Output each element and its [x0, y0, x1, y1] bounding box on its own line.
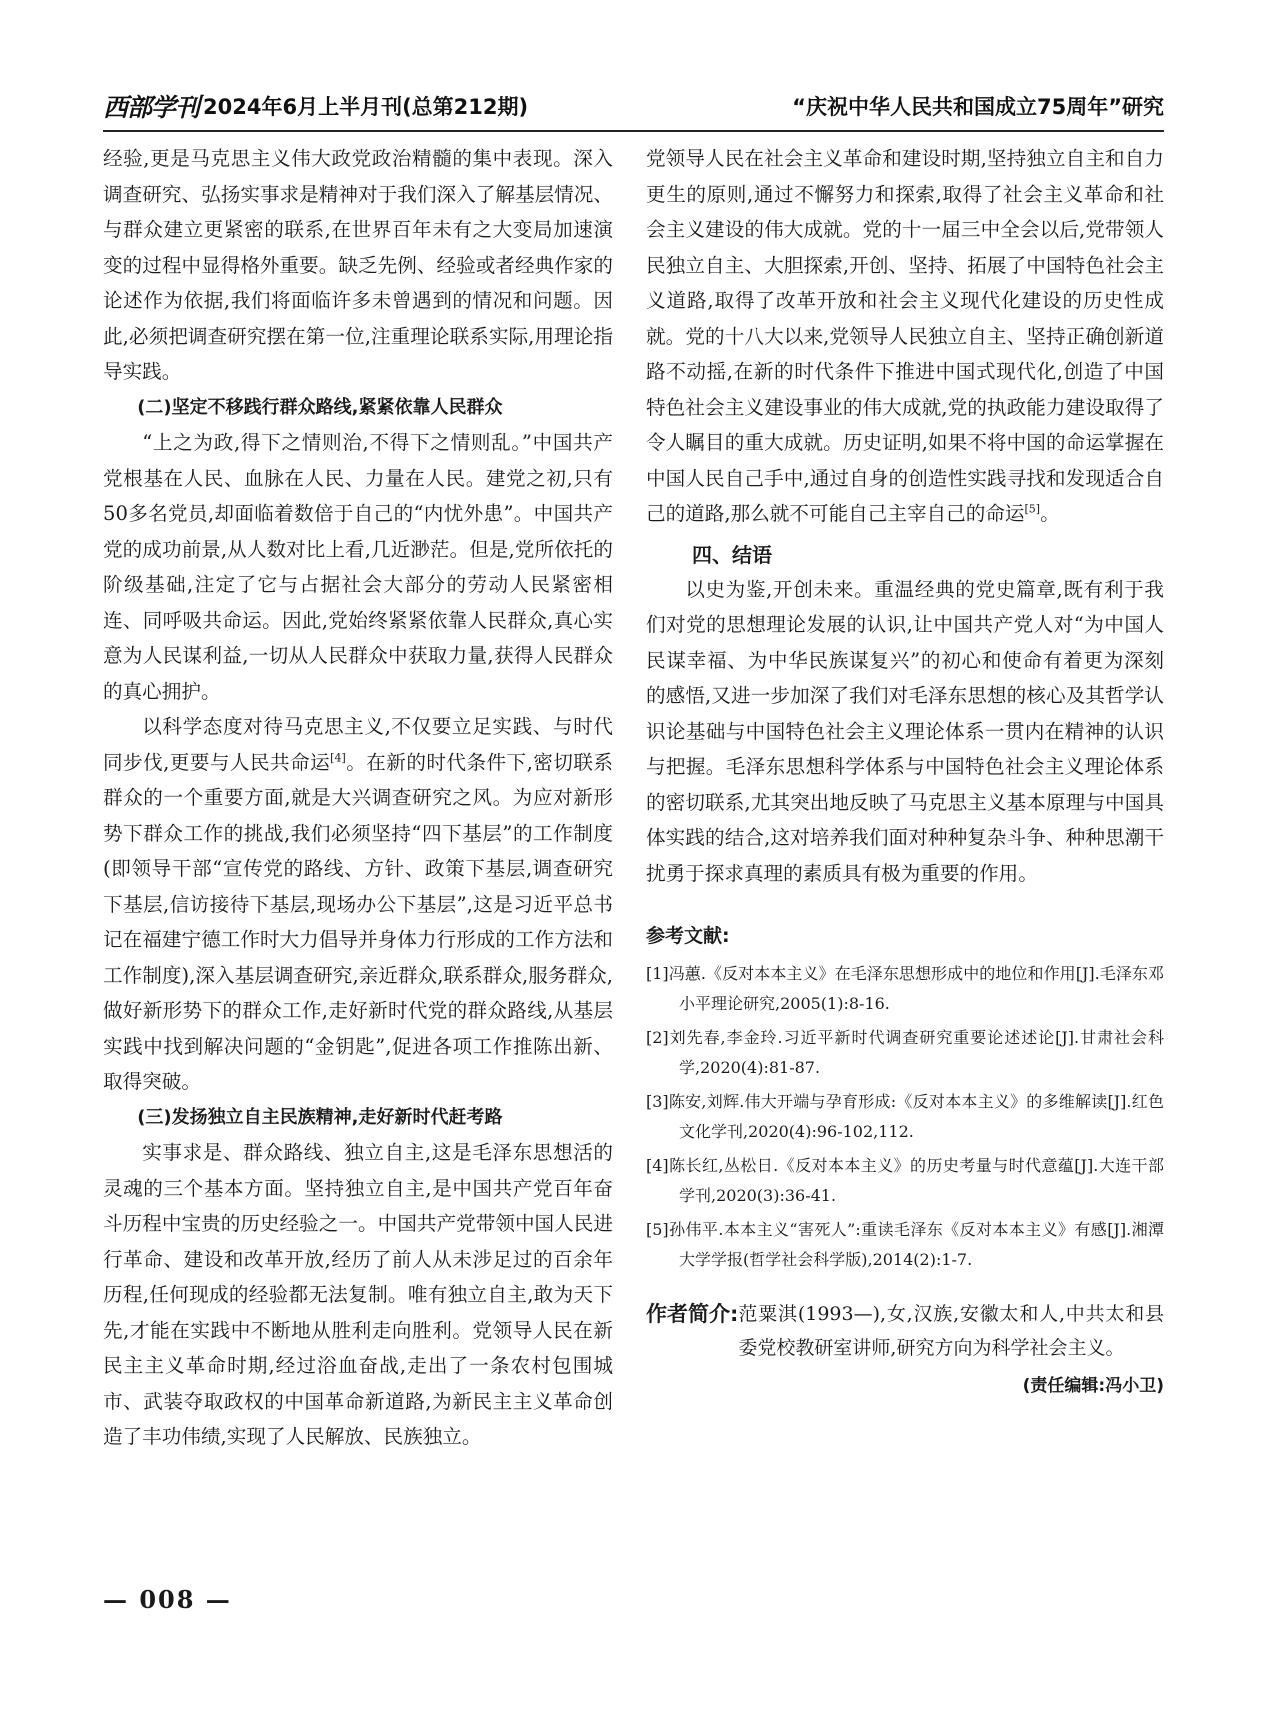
paragraph-text: 党领导人民在社会主义革命和建设时期,坚持独立自主和自力更生的原则,通过不懈努力和探索,取得了社会主义革命和社会主义建设的伟大成就。党的十一届三中全会以后,党带领人民独立自主、大胆探索,开创、坚持、拓展了中国特色社会主义道路,取得了改革开放和社会主义现代化建设的历史性成就。党的十八大以来,党领导人民独立自主、坚持正确创新道路不动摇,在新的时代条件下推进中国式现代化,创造了中国特色社会主义建设事业的伟大成就,党的执政能力建设取得了令人瞩目的重大成就。历史证明,如果不将中国的命运掌握在中国人民自己手中,通过自身的创造性实践寻找和发现适合自己的道路,那么就不可能自己主宰自己的命运 — [646, 147, 1164, 525]
reference-list — [646, 959, 1164, 1275]
references-title: 参考文献: — [646, 925, 730, 947]
section-heading: (三)发扬独立自主民族精神,走好新时代赶考路 — [137, 1106, 503, 1128]
author-text: 范粟淇(1993—),女,汉族,安徽太和人,中共太和县委党校教研室讲师,研究方向为科学社会主义。 — [738, 1303, 1164, 1359]
paragraph-text: 。在新的时代条件下,密切联系群众的一个重要方面,就是大兴调查研究之风。为应对新形势下群众工作的挑战,我们必须坚持“四下基层”的工作制度(即领导干部“宣传党的路线、方针、政策下基层,调查研究下基层,信访接待下基层,现场办公下基层”,这是习近平总书记在福建宁德工作时大力倡导并身体力行形成的工作方法和工作制度),深入基层调查研究,亲近群众,联系群众,服务群众,做好新形势下的群众工作,走好新时代党的群众路线,从基层实践中找到解决问题的“金钥匙”,促进各项工作推陈出新、取得突破。 — [103, 750, 613, 1093]
right-column — [646, 141, 1164, 1403]
reference-item: [3]陈安,刘辉.伟大开端与孕育形成:《反对本本主义》的多维解读[J].红色文化学刊,2020(4):96-102,112. — [646, 1092, 1164, 1141]
paragraph-text: 。 — [1040, 502, 1060, 525]
column-title: “庆祝中华人民共和国成立75周年”研究 — [792, 95, 1164, 119]
left-column — [103, 141, 613, 1455]
paragraph-text: 以科学态度对待马克思主义,不仅要立足实践、与时代同步伐,更要与人民共命运 — [103, 715, 613, 774]
responsible-editor: (责任编辑:冯小卫) — [1022, 1376, 1164, 1396]
paragraph: 实事求是、群众路线、独立自主,这是毛泽东思想活的灵魂的三个基本方面。坚持独立自主,是中国共产党百年奋斗历程中宝贵的历史经验之一。中国共产党带领中国人民进行革命、建设和改革开放,经历了前人从未涉足过的百余年历程,任何现成的经验都无法复制。唯有独立自主,敢为天下先,才能在实践中不断地从胜利走向胜利。党领导人民在新民主主义革命时期,经过浴血奋战,走出了一条农村包围城市、武装夺取政权的中国革命新道路,为新民主主义革命创造了丰功伟绩,实现了人民解放、民族独立。 — [103, 1141, 613, 1448]
reference-item: [5]孙伟平.本本主义“害死人”:重读毛泽东《反对本本主义》有感[J].湘潭大学学报(哲学社会科学版),2014(2):1-7. — [646, 1220, 1164, 1269]
reference-item: [1]冯蕙.《反对本本主义》在毛泽东思想形成中的地位和作用[J].毛泽东邓小平理论研究,2005(1):8-16. — [646, 964, 1164, 1013]
citation-ref: [4] — [330, 750, 346, 764]
section-heading: (二)坚定不移践行群众路线,紧紧依靠人民群众 — [137, 396, 503, 418]
author-bio — [646, 1297, 1164, 1365]
paragraph: 以史为鉴,开创未来。重温经典的党史篇章,既有利于我们对党的思想理论发展的认识,让中国共产党人对“为中国人民谋幸福、为中华民族谋复兴”的初心和使命有着更为深刻的感悟,又进一步加深了我们对毛泽东思想的核心及其哲学认识论基础与中国特色社会主义理论体系一贯内在精神的认识与把握。毛泽东思想科学体系与中国特色社会主义理论体系的密切联系,尤其突出地反映了马克思主义基本原理与中国具体实践的结合,这对培养我们面对种种复杂斗争、种种思潮干扰勇于探求真理的素质具有极为重要的作用。 — [646, 577, 1164, 885]
paragraph — [103, 709, 613, 1100]
paragraph: “上之为政,得下之情则治,不得下之情则乱。”中国共产党根基在人民、血脉在人民、力量在人民。建党之初,只有50多名党员,却面临着数倍于自己的“内忧外患”。中国共产党的成功前景,从人数对比上看,几近渺茫。但是,党所依托的阶级基础,注定了它与占据社会大部分的劳动人民紧密相连、同呼吸共命运。因此,党始终紧紧依靠人民群众,真心实意为人民谋利益,一切从人民群众中获取力量,获得人民群众的真心拥护。 — [103, 431, 613, 703]
reference-item: [4]陈长红,丛松日.《反对本本主义》的历史考量与时代意蕴[J].大连干部学刊,2020(3):36-41. — [646, 1156, 1164, 1205]
issue-info: 2024年6月上半月刊(总第212期) — [203, 95, 529, 119]
journal-logo: 西部学刊 — [103, 93, 200, 122]
section-title: 四、结语 — [692, 542, 772, 567]
page-header — [103, 86, 1164, 126]
header-left — [103, 88, 528, 124]
page-number: — 008 — — [103, 1585, 232, 1614]
paragraph — [646, 141, 1164, 532]
paragraph: 经验,更是马克思主义伟大政党政治精髓的集中表现。深入调查研究、弘扬实事求是精神对于我们深入了解基层情况、与群众建立更紧密的联系,在世界百年未有之大变局加速演变的过程中显得格外重要。缺乏先例、经验或者经典作家的论述作为依据,我们将面临许多未曾遇到的情况和问题。因此,必须把调查研究摆在第一位,注重理论联系实际,用理论指导实践。 — [103, 147, 613, 383]
citation-ref: [5] — [1024, 502, 1041, 516]
reference-item: [2]刘先春,李金玲.习近平新时代调查研究重要论述述论[J].甘肃社会科学,2020(4):81-87. — [646, 1028, 1164, 1077]
author-label: 作者简介: — [646, 1302, 739, 1326]
header-divider — [103, 130, 1164, 132]
